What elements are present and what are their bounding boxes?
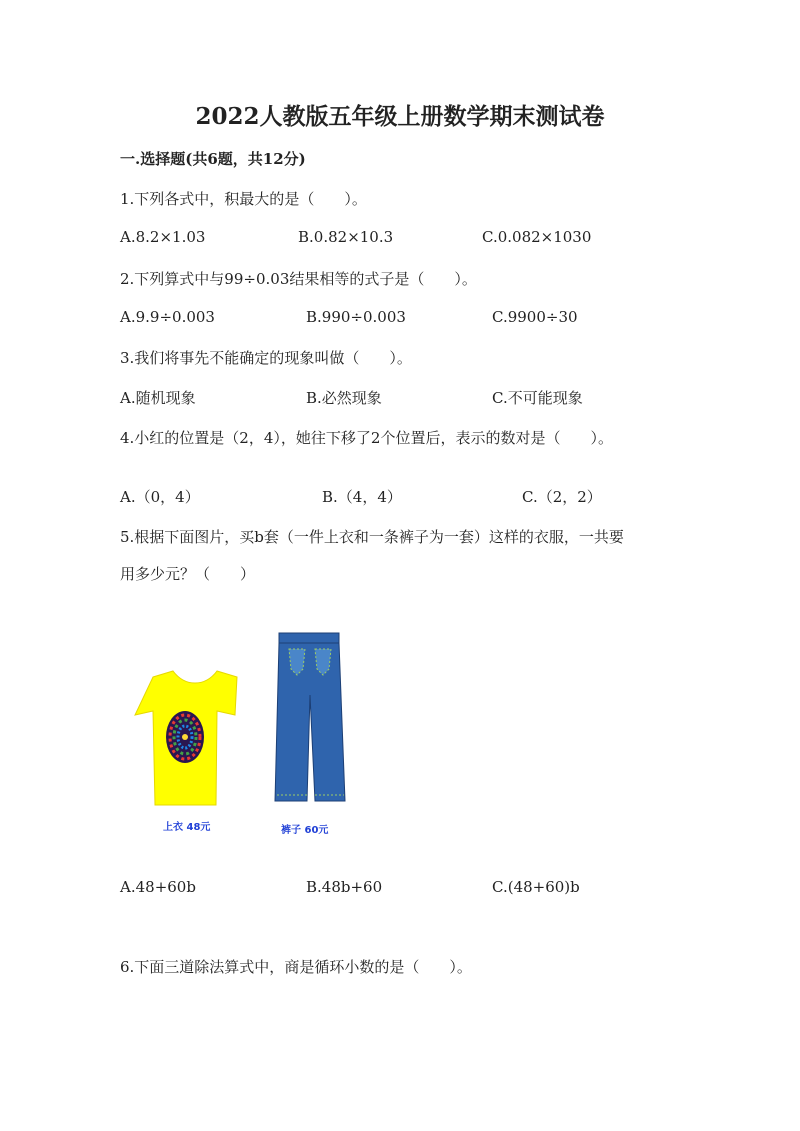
tshirt-image [135,671,237,805]
question-3-option-b: B.必然现象 [306,389,382,407]
question-2-option-c: C.9900÷30 [492,308,578,326]
question-2-option-a: A.9.9÷0.003 [120,308,215,326]
question-4-option-a: A.（0，4） [120,488,200,506]
clothing-figure [125,625,365,840]
question-2-option-b: B.990÷0.003 [306,308,406,326]
question-3-stem: 3.我们将事先不能确定的现象叫做（ ）。 [120,349,412,367]
question-4-option-b: B.（4，4） [322,488,402,506]
pants-image [275,633,345,801]
question-5-stem-line1: 5.根据下面图片，买b套（一件上衣和一条裤子为一套）这样的衣服，一共要 [120,528,624,546]
question-5-option-c: C.(48+60)b [492,878,580,896]
question-5-option-b: B.48b+60 [306,878,383,896]
question-1-option-b: B.0.82×10.3 [298,228,394,246]
question-6-stem: 6.下面三道除法算式中，商是循环小数的是（ ）。 [120,958,472,976]
clothing-illustration [125,625,365,840]
question-2-stem: 2.下列算式中与99÷0.03结果相等的式子是（ ）。 [120,270,477,288]
question-5-option-a: A.48+60b [120,878,196,896]
shirt-price-caption: 上衣 48元 [163,822,211,833]
question-5-stem-line2: 用多少元？（ ） [120,565,256,583]
page-title: 2022人教版五年级上册数学期末测试卷 [195,103,605,130]
question-4-stem: 4.小红的位置是（2，4），她往下移了2个位置后，表示的数对是（ ）。 [120,429,613,447]
question-4-option-c: C.（2，2） [522,488,602,506]
question-1-option-a: A.8.2×1.03 [120,228,206,246]
question-1-option-c: C.0.082×1030 [482,228,592,246]
pants-price-caption: 裤子 60元 [281,825,329,836]
question-3-option-c: C.不可能现象 [492,389,583,407]
section-heading: 一.选择题(共6题，共12分) [120,150,306,168]
question-1-stem: 1.下列各式中，积最大的是（ ）。 [120,190,367,208]
question-3-option-a: A.随机现象 [120,389,196,407]
